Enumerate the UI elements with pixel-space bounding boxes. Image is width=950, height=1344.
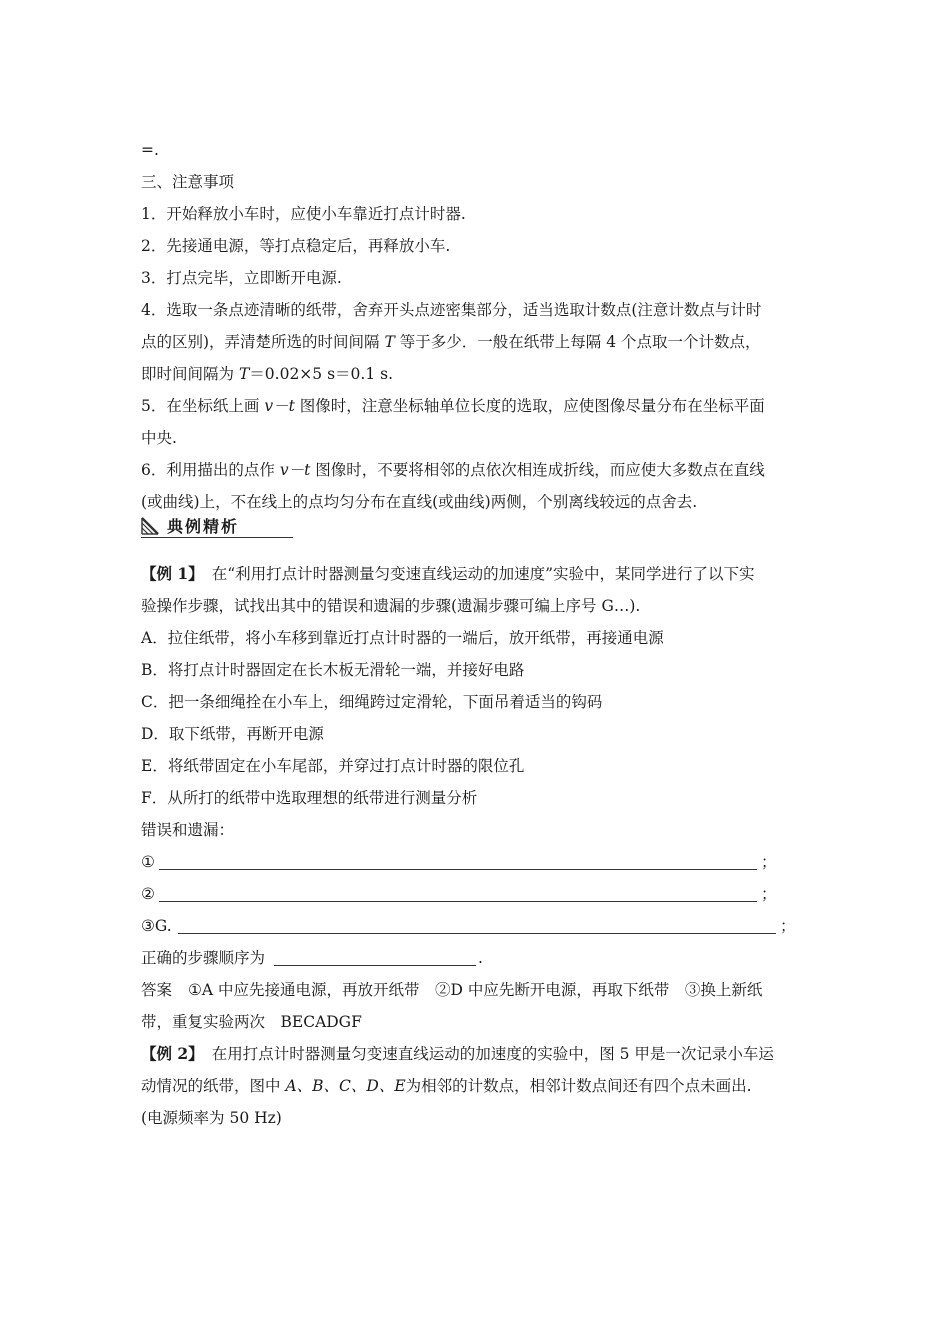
answer-line1: 答案 ①A 中应先接通电源，再放开纸带 ②D 中应先断开电源，再取下纸带 ③换上新纸 <box>141 981 763 999</box>
blank-1-semicolon: ； <box>761 853 777 871</box>
example1-stem-line1: 【例 1】 在“利用打点计时器测量匀变速直线运动的加速度”实验中，某同学进行了以下实 <box>141 564 755 583</box>
option-b: B．将打点计时器固定在长木板无滑轮一端，并接好电路 <box>141 661 525 679</box>
option-f: F．从所打的纸带中选取理想的纸带进行测量分析 <box>141 789 478 807</box>
blank-3-semicolon: ； <box>780 917 796 935</box>
note-3: 3．打点完毕，立即断开电源. <box>141 269 342 287</box>
example2-line3: (电源频率为 50 Hz) <box>141 1109 282 1127</box>
point-labels: A、B、C、D、E <box>285 1077 406 1095</box>
blank-1-line[interactable] <box>159 869 757 870</box>
note-1: 1．开始释放小车时，应使小车靠近打点计时器. <box>141 205 466 223</box>
notes-heading: 三、注意事项 <box>141 173 235 191</box>
example1-tag: 【例 1】 <box>141 564 204 583</box>
example2-line2: 动情况的纸带，图中 A、B、C、D、E为相邻的计数点，相邻计数点间还有四个点未画出. <box>141 1077 752 1095</box>
note-5-line2: 中央. <box>141 429 177 447</box>
option-d: D．取下纸带，再断开电源 <box>141 725 324 743</box>
blank-3-label: ③G. <box>141 917 172 935</box>
var-T: T <box>384 333 395 351</box>
blank-2-line[interactable] <box>159 901 757 902</box>
var-vt: v－t <box>264 397 295 415</box>
blank-2-label: ② <box>141 885 155 903</box>
errors-prompt: 错误和遗漏： <box>141 821 235 839</box>
option-a: A．拉住纸带，将小车移到靠近打点计时器的一端后，放开纸带，再接通电源 <box>141 629 664 647</box>
answer-label: 答案 <box>141 981 173 999</box>
order-blank-line[interactable] <box>274 965 476 966</box>
note-4-line3: 即时间间隔为 T＝0.02×5 s＝0.1 s. <box>141 365 393 383</box>
answer-line2: 带，重复实验两次 BECADGF <box>141 1013 362 1031</box>
note-2: 2．先接通电源，等打点稳定后，再释放小车. <box>141 237 451 255</box>
section-header <box>141 513 293 539</box>
note-6-line2: (或曲线)上，不在线上的点均匀分布在直线(或曲线)两侧，个别离线较远的点舍去. <box>141 493 698 511</box>
section-rule <box>141 537 293 538</box>
order-end: . <box>478 949 483 967</box>
example2-tag: 【例 2】 <box>141 1044 204 1063</box>
option-e: E．将纸带固定在小车尾部，并穿过打点计时器的限位孔 <box>141 757 525 775</box>
note-5-line1: 5．在坐标纸上画 v－t 图像时，注意坐标轴单位长度的选取，应使图像尽量分布在坐标平面 <box>141 397 765 415</box>
option-c: C．把一条细绳拴在小车上，细绳跨过定滑轮，下面吊着适当的钩码 <box>141 693 603 711</box>
diagonal-mark-icon <box>141 517 159 535</box>
note-4-line2: 点的区别)，弄清楚所选的时间间隔 T 等于多少．一般在纸带上每隔 4 个点取一个计数点， <box>141 333 761 351</box>
order-label: 正确的步骤顺序为 <box>141 949 266 967</box>
example1-stem-line2: 验操作步骤，试找出其中的错误和遗漏的步骤(遗漏步骤可编上序号 G…). <box>141 597 641 615</box>
top-fragment: =. <box>141 141 159 159</box>
example2-line1: 【例 2】 在用打点计时器测量匀变速直线运动的加速度的实验中，图 5 甲是一次记录小车运 <box>141 1044 774 1063</box>
section-title: 典例精析 <box>167 517 240 536</box>
note-4-line1: 4．选取一条点迹清晰的纸带，舍弃开头点迹密集部分，适当选取计数点(注意计数点与计时 <box>141 301 762 319</box>
blank-3-line[interactable] <box>178 933 776 934</box>
blank-1-label: ① <box>141 853 155 871</box>
note-6-line1: 6．利用描出的点作 v－t 图像时，不要将相邻的点依次相连成折线，而应使大多数点在直线 <box>141 461 765 479</box>
blank-2-semicolon: ； <box>761 885 777 903</box>
